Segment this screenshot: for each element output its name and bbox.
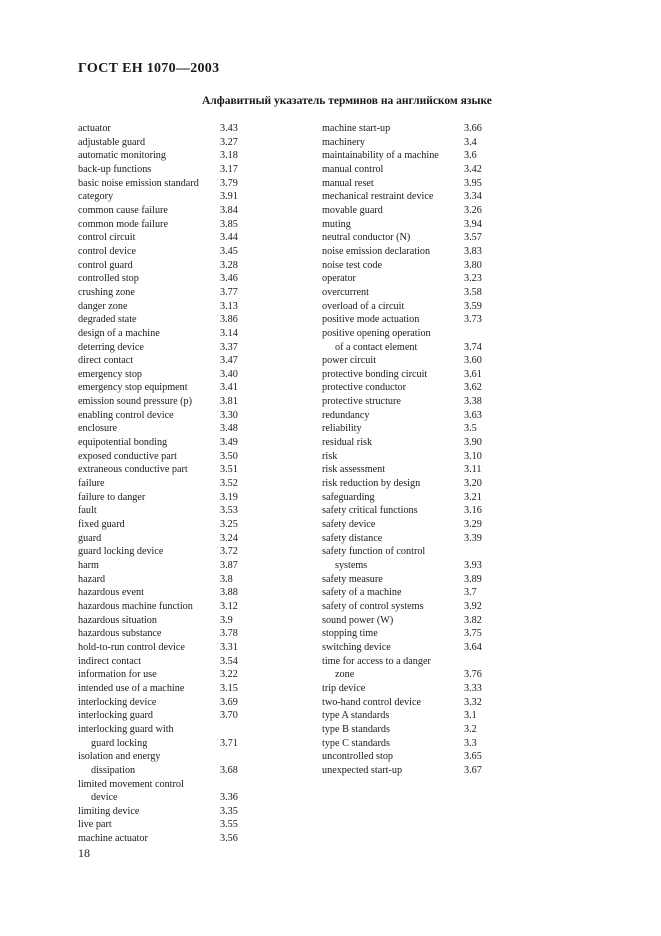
- index-term-number: 3.83: [464, 245, 482, 257]
- index-term: control circuit: [78, 232, 136, 244]
- index-term: fault: [78, 505, 97, 517]
- index-term-number: 3.72: [220, 546, 238, 558]
- index-term-number: 3.24: [220, 532, 238, 544]
- index-term: safety of a machine: [322, 587, 402, 599]
- index-term-number: 3.95: [464, 177, 482, 189]
- index-term-number: 3.9: [220, 614, 233, 626]
- index-term: isolation and energy: [78, 751, 161, 763]
- index-entry: [78, 723, 248, 750]
- index-entry: [78, 491, 248, 505]
- index-entry: [78, 204, 248, 218]
- index-term-number: 3.64: [464, 641, 482, 653]
- index-entry: [78, 136, 248, 150]
- index-term-number: 3.44: [220, 232, 238, 244]
- index-term-number: 3.49: [220, 437, 238, 449]
- index-term: switching device: [322, 641, 391, 653]
- index-term: stopping time: [322, 628, 378, 640]
- index-term: redundancy: [322, 409, 370, 421]
- index-term: intended use of a machine: [78, 682, 185, 694]
- index-term: basic noise emission standard: [78, 177, 199, 189]
- index-term: control device: [78, 245, 136, 257]
- index-entry: [322, 600, 502, 614]
- index-term: of a contact element: [335, 341, 418, 353]
- index-term: crushing zone: [78, 286, 135, 298]
- index-term-number: 3.86: [220, 314, 238, 326]
- index-entry: [322, 518, 502, 532]
- index-term: common cause failure: [78, 204, 168, 216]
- index-entry: [78, 409, 248, 423]
- index-term: emission sound pressure (p): [78, 396, 193, 408]
- index-term: safety function of control: [322, 546, 426, 558]
- index-entry: [322, 163, 502, 177]
- index-entry: [322, 313, 502, 327]
- index-term: positive mode actuation: [322, 314, 420, 326]
- index-term-number: 3.42: [464, 163, 482, 175]
- index-term-number: 3.32: [464, 696, 482, 708]
- index-entry: [78, 614, 248, 628]
- index-term: protective structure: [322, 396, 401, 408]
- index-entry: [322, 463, 502, 477]
- index-entry: [322, 614, 502, 628]
- index-entry: [322, 422, 502, 436]
- index-entry: [322, 641, 502, 655]
- index-term: hazardous situation: [78, 614, 157, 626]
- index-entry: [322, 573, 502, 587]
- index-term: residual risk: [322, 437, 373, 449]
- index-entry: [78, 532, 248, 546]
- index-entry: [322, 272, 502, 286]
- index-term-number: 3.53: [220, 505, 238, 517]
- index-entry: [322, 245, 502, 259]
- index-entry: [322, 545, 502, 572]
- index-term-number: 3.20: [464, 478, 482, 490]
- index-term: deterring device: [78, 341, 144, 353]
- index-term: unexpected start-up: [322, 764, 403, 776]
- index-term-number: 3.35: [220, 805, 238, 817]
- index-entry: [322, 655, 502, 682]
- index-term: enabling control device: [78, 409, 174, 421]
- index-entry: [322, 286, 502, 300]
- index-term: protective bonding circuit: [322, 368, 428, 380]
- index-term-number: 3.38: [464, 396, 482, 408]
- index-term-number: 3.28: [220, 259, 238, 271]
- index-entry: [322, 491, 502, 505]
- index-entry: [322, 696, 502, 710]
- index-entry: [322, 190, 502, 204]
- index-term: safety distance: [322, 532, 383, 544]
- index-entry: [322, 532, 502, 546]
- index-term: manual reset: [322, 177, 374, 189]
- index-term: safeguarding: [322, 491, 375, 503]
- index-entry: [78, 805, 248, 819]
- index-term-number: 3.52: [220, 478, 238, 490]
- index-term-number: 3.46: [220, 273, 238, 285]
- index-entry: [322, 218, 502, 232]
- index-entry: [78, 327, 248, 341]
- index-term-number: 3.92: [464, 600, 482, 612]
- index-term-number: 3.23: [464, 273, 482, 285]
- index-term: power circuit: [322, 355, 377, 367]
- index-entry: [78, 832, 248, 846]
- index-term-number: 3.82: [464, 614, 482, 626]
- index-term: sound power (W): [322, 614, 394, 626]
- index-entry: [322, 586, 502, 600]
- index-term: exposed conductive part: [78, 450, 178, 462]
- index-term: guard locking device: [78, 546, 164, 558]
- index-term: machine actuator: [78, 833, 148, 845]
- index-entry: [78, 818, 248, 832]
- index-term-number: 3.81: [220, 396, 238, 408]
- index-term: safety measure: [322, 573, 383, 585]
- index-term: hazardous machine function: [78, 600, 193, 612]
- index-term-number: 3.71: [220, 737, 238, 749]
- index-term-number: 3.88: [220, 587, 238, 599]
- index-term: uncontrolled stop: [322, 751, 394, 763]
- index-entry: [78, 477, 248, 491]
- index-term-number: 3.27: [220, 136, 238, 148]
- index-term: safety device: [322, 519, 376, 531]
- index-term: information for use: [78, 669, 157, 681]
- index-term: safety critical functions: [322, 505, 418, 517]
- index-term: interlocking guard with: [78, 723, 174, 735]
- index-entry: [78, 272, 248, 286]
- index-term: equipotential bonding: [78, 437, 168, 449]
- index-term-number: 3.51: [220, 464, 238, 476]
- index-term-number: 3.55: [220, 819, 238, 831]
- index-entry: [78, 218, 248, 232]
- index-entry: [322, 737, 502, 751]
- index-term-number: 3.16: [464, 505, 482, 517]
- index-entry: [78, 286, 248, 300]
- index-column-right: [322, 122, 502, 778]
- index-term: direct contact: [78, 355, 134, 367]
- index-entry: [78, 190, 248, 204]
- index-entry: [78, 600, 248, 614]
- index-entry: [322, 750, 502, 764]
- index-term: trip device: [322, 682, 366, 694]
- index-term: overload of a circuit: [322, 300, 405, 312]
- index-term-number: 3.50: [220, 450, 238, 462]
- index-entry: [322, 682, 502, 696]
- index-entry: [78, 627, 248, 641]
- index-term: fixed guard: [78, 519, 125, 531]
- index-entry: [322, 409, 502, 423]
- index-term-number: 3.57: [464, 232, 482, 244]
- index-term: neutral conductor (N): [322, 232, 411, 244]
- index-term-number: 3.31: [220, 641, 238, 653]
- index-term: back-up functions: [78, 163, 152, 175]
- index-term-number: 3.36: [220, 792, 238, 804]
- index-term: guard locking: [91, 737, 148, 749]
- document-header: ГОСТ ЕН 1070—2003: [78, 61, 220, 76]
- index-term: maintainability of a machine: [322, 150, 439, 162]
- index-term-number: 3.29: [464, 519, 482, 531]
- index-term: interlocking guard: [78, 710, 153, 722]
- index-term-number: 3.47: [220, 355, 238, 367]
- index-term-number: 3.48: [220, 423, 238, 435]
- index-term-number: 3.18: [220, 150, 238, 162]
- index-term-number: 3.6: [464, 150, 477, 162]
- index-term: control guard: [78, 259, 133, 271]
- index-term: two-hand control device: [322, 696, 422, 708]
- index-term-number: 3.39: [464, 532, 482, 544]
- index-entry: [322, 231, 502, 245]
- index-entry: [78, 778, 248, 805]
- index-term-number: 3.67: [464, 764, 482, 776]
- index-entry: [78, 436, 248, 450]
- index-term: failure: [78, 478, 105, 490]
- index-entry: [78, 709, 248, 723]
- index-entry: [322, 764, 502, 778]
- index-term-number: 3.41: [220, 382, 238, 394]
- index-term-number: 3.65: [464, 751, 482, 763]
- index-entry: [78, 368, 248, 382]
- index-term-number: 3.79: [220, 177, 238, 189]
- index-term-number: 3.3: [464, 737, 477, 749]
- index-term-number: 3.58: [464, 286, 482, 298]
- index-term: device: [91, 792, 118, 804]
- index-title: Алфавитный указатель терминов на английском языке: [202, 95, 492, 107]
- index-term: hazard: [78, 573, 106, 585]
- index-term-number: 3.13: [220, 300, 238, 312]
- index-term: safety of control systems: [322, 600, 424, 612]
- index-term: risk reduction by design: [322, 478, 421, 490]
- index-term-number: 3.33: [464, 682, 482, 694]
- index-term: zone: [335, 669, 355, 681]
- index-entry: [78, 177, 248, 191]
- index-term-number: 3.89: [464, 573, 482, 585]
- index-entry: [78, 450, 248, 464]
- index-term-number: 3.37: [220, 341, 238, 353]
- index-term: hazardous substance: [78, 628, 162, 640]
- index-term-number: 3.60: [464, 355, 482, 367]
- index-column-left: [78, 122, 248, 846]
- index-entry: [322, 354, 502, 368]
- index-term-number: 3.73: [464, 314, 482, 326]
- index-term-number: 3.30: [220, 409, 238, 421]
- index-term-number: 3.2: [464, 723, 477, 735]
- index-entry: [78, 149, 248, 163]
- index-entry: [322, 327, 502, 354]
- index-term: automatic monitoring: [78, 150, 166, 162]
- index-term-number: 3.91: [220, 191, 238, 203]
- index-entry: [322, 259, 502, 273]
- index-term-number: 3.15: [220, 682, 238, 694]
- index-entry: [322, 149, 502, 163]
- index-term-number: 3.10: [464, 450, 482, 462]
- index-term-number: 3.43: [220, 123, 238, 134]
- index-entry: [78, 682, 248, 696]
- index-term: extraneous conductive part: [78, 464, 188, 476]
- index-term: common mode failure: [78, 218, 168, 230]
- index-entry: [78, 750, 248, 777]
- index-entry: [322, 395, 502, 409]
- index-entry: [78, 559, 248, 573]
- index-term: type B standards: [322, 723, 390, 735]
- index-entry: [322, 381, 502, 395]
- index-term: live part: [78, 819, 112, 831]
- index-term: noise test code: [322, 259, 382, 271]
- index-entry: [78, 668, 248, 682]
- index-term: machine start-up: [322, 123, 391, 134]
- index-term-number: 3.7: [464, 587, 477, 599]
- index-entry: [322, 723, 502, 737]
- index-term-number: 3.75: [464, 628, 482, 640]
- index-term-number: 3.62: [464, 382, 482, 394]
- index-entry: [322, 436, 502, 450]
- index-term: adjustable guard: [78, 136, 146, 148]
- index-term-number: 3.1: [464, 710, 477, 722]
- index-entry: [322, 204, 502, 218]
- index-term-number: 3.17: [220, 163, 238, 175]
- index-term-number: 3.8: [220, 573, 233, 585]
- index-term-number: 3.14: [220, 327, 238, 339]
- index-term: guard: [78, 532, 102, 544]
- index-term: noise emission declaration: [322, 245, 431, 257]
- index-term-number: 3.26: [464, 204, 482, 216]
- index-term-number: 3.87: [220, 560, 238, 571]
- index-entry: [322, 122, 502, 136]
- index-term-number: 3.34: [464, 191, 482, 203]
- index-term-number: 3.21: [464, 491, 482, 503]
- index-term: risk: [322, 450, 338, 462]
- index-term-number: 3.68: [220, 764, 238, 776]
- page-number: 18: [78, 846, 90, 860]
- index-term-number: 3.94: [464, 218, 482, 230]
- index-term: reliability: [322, 423, 362, 435]
- index-term: indirect contact: [78, 655, 142, 667]
- index-term: hazardous event: [78, 587, 144, 599]
- index-term: enclosure: [78, 423, 118, 435]
- index-term: risk assessment: [322, 464, 386, 476]
- index-term: harm: [78, 560, 99, 571]
- index-term: danger zone: [78, 300, 128, 312]
- index-term-number: 3.59: [464, 300, 482, 312]
- index-term: movable guard: [322, 204, 383, 216]
- index-entry: [78, 518, 248, 532]
- index-entry: [78, 313, 248, 327]
- index-term-number: 3.45: [220, 245, 238, 257]
- index-term: type A standards: [322, 710, 390, 722]
- index-entry: [78, 341, 248, 355]
- index-term: machinery: [322, 136, 365, 148]
- index-term: hold-to-run control device: [78, 641, 185, 653]
- index-term: controlled stop: [78, 273, 139, 285]
- index-term-number: 3.12: [220, 600, 238, 612]
- index-term-number: 3.54: [220, 655, 238, 667]
- index-entry: [78, 381, 248, 395]
- index-term-number: 3.78: [220, 628, 238, 640]
- index-entry: [78, 245, 248, 259]
- index-term-number: 3.70: [220, 710, 238, 722]
- index-term-number: 3.19: [220, 491, 238, 503]
- index-term-number: 3.76: [464, 669, 482, 681]
- index-term: design of a machine: [78, 327, 160, 339]
- index-term-number: 3.4: [464, 136, 477, 148]
- index-term: manual control: [322, 163, 384, 175]
- index-entry: [78, 504, 248, 518]
- index-term-number: 3.61: [464, 368, 482, 380]
- index-term: limited movement control: [78, 778, 184, 790]
- index-entry: [322, 177, 502, 191]
- index-entry: [78, 354, 248, 368]
- index-term: emergency stop equipment: [78, 382, 188, 394]
- index-term-number: 3.74: [464, 341, 482, 353]
- index-entry: [78, 696, 248, 710]
- index-entry: [322, 300, 502, 314]
- index-entry: [322, 450, 502, 464]
- index-term: degraded state: [78, 314, 137, 326]
- index-term: operator: [322, 273, 356, 285]
- index-entry: [78, 300, 248, 314]
- index-entry: [322, 627, 502, 641]
- index-entry: [322, 504, 502, 518]
- index-entry: [78, 545, 248, 559]
- index-term-number: 3.40: [220, 368, 238, 380]
- index-term: positive opening operation: [322, 327, 431, 339]
- index-entry: [78, 231, 248, 245]
- index-entry: [322, 709, 502, 723]
- index-entry: [78, 395, 248, 409]
- index-term-number: 3.80: [464, 259, 482, 271]
- index-term: actuator: [78, 123, 111, 134]
- index-term: emergency stop: [78, 368, 143, 380]
- index-term: dissipation: [91, 764, 136, 776]
- index-entry: [78, 122, 248, 136]
- index-term-number: 3.22: [220, 669, 238, 681]
- index-term-number: 3.77: [220, 286, 238, 298]
- index-entry: [322, 136, 502, 150]
- index-term-number: 3.25: [220, 519, 238, 531]
- index-entry: [78, 259, 248, 273]
- index-term: mechanical restraint device: [322, 191, 434, 203]
- index-term-number: 3.66: [464, 123, 482, 134]
- index-entry: [322, 477, 502, 491]
- index-term-number: 3.90: [464, 437, 482, 449]
- index-term-number: 3.11: [464, 464, 482, 476]
- index-term: type C standards: [322, 737, 390, 749]
- index-term-number: 3.84: [220, 204, 238, 216]
- index-term: protective conductor: [322, 382, 407, 394]
- index-entry: [78, 573, 248, 587]
- index-term-number: 3.63: [464, 409, 482, 421]
- index-term: overcurrent: [322, 286, 369, 298]
- index-entry: [78, 641, 248, 655]
- index-term: limiting device: [78, 805, 140, 817]
- index-term: time for access to a danger: [322, 655, 431, 667]
- index-term-number: 3.5: [464, 423, 477, 435]
- index-entry: [78, 655, 248, 669]
- index-entry: [78, 586, 248, 600]
- index-entry: [78, 463, 248, 477]
- index-entry: [322, 368, 502, 382]
- index-term-number: 3.93: [464, 560, 482, 571]
- index-entry: [78, 163, 248, 177]
- index-term: category: [78, 191, 114, 203]
- index-term: interlocking device: [78, 696, 157, 708]
- index-term-number: 3.85: [220, 218, 238, 230]
- index-term: muting: [322, 218, 351, 230]
- index-term-number: 3.56: [220, 833, 238, 845]
- index-entry: [78, 422, 248, 436]
- index-term: failure to danger: [78, 491, 146, 503]
- index-term: systems: [335, 560, 368, 571]
- index-term-number: 3.69: [220, 696, 238, 708]
